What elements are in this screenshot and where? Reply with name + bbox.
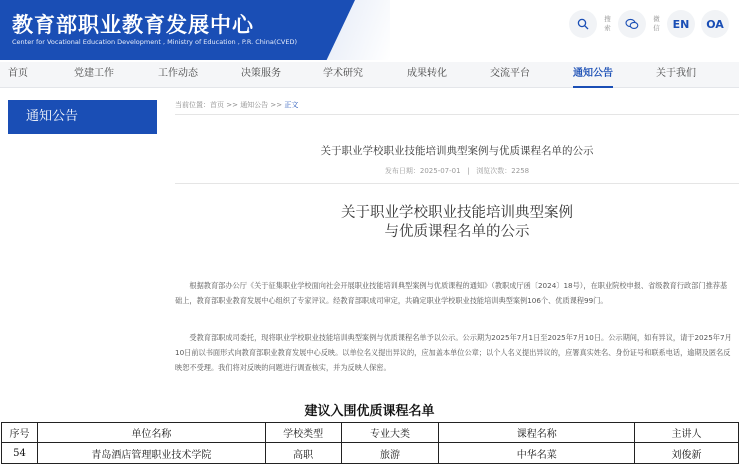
table-cell: 青岛酒店管理职业技术学院 (37, 443, 265, 464)
view-count: 浏览次数：2258 (476, 167, 530, 175)
english-button[interactable]: EN (667, 10, 695, 38)
search-icon (577, 18, 589, 30)
nav-item-home[interactable]: 首页 (8, 68, 28, 79)
wechat-label: 微信 (653, 15, 660, 32)
table-cell: 中华名菜 (439, 443, 635, 464)
table-header-cell: 序号 (2, 423, 38, 443)
table-header-cell: 单位名称 (37, 423, 265, 443)
table-header-cell: 专业大类 (341, 423, 439, 443)
nav-item-exchange[interactable]: 交流平台 (490, 68, 530, 79)
header-tools (569, 10, 729, 38)
breadcrumb-sep: >> (268, 101, 285, 109)
wechat-icon (625, 18, 639, 30)
site-header (0, 0, 739, 60)
wechat-button[interactable] (618, 10, 646, 38)
article-paragraph: 受教育部职成司委托，现将职业学校职业技能培训典型案例与优质课程名单予以公示。公示期为2025年7月1日至2025年7月10日。公示期间，如有异议，请于2025年7月10日前以书面形式向教育部职业教育发展中心反映。以单位名义提出异议的，应加盖本单位公章；以个人名义提出异议的，应署真实姓名、身份证号和联系电话，逾期及匿名反映恕不受理。我们将对反映的问题进行调查核实，并为反映人保密。 (175, 333, 732, 372)
table-cell: 旅游 (341, 443, 439, 464)
divider (175, 114, 739, 115)
publish-date: 发布日期：2025-07-01 (384, 167, 461, 175)
table-cell: 高职 (265, 443, 341, 464)
table-header-cell: 学校类型 (265, 423, 341, 443)
table-header-cell: 课程名称 (439, 423, 635, 443)
table-header-cell: 主讲人 (635, 423, 739, 443)
nav-item-research[interactable]: 学术研究 (323, 68, 363, 79)
breadcrumb (175, 100, 298, 110)
article-title: 关于职业学校职业技能培训典型案例与优质课程名单的公示 (320, 145, 594, 157)
sidebar-item-notices[interactable]: 通知公告 (8, 100, 157, 134)
table-cell: 刘俊新 (635, 443, 739, 464)
breadcrumb-prefix: 当前位置： (175, 101, 210, 109)
site-subtitle: Center for Vocational Education Development , Ministry of Education , P.R. China(CVED) (12, 38, 297, 46)
table-cell: 54 (2, 443, 38, 464)
divider (175, 183, 739, 184)
nav-item-party[interactable]: 党建工作 (74, 68, 114, 79)
breadcrumb-section[interactable]: 通知公告 (240, 101, 269, 109)
article-paragraph: 根据教育部办公厅《关于征集职业学校面向社会开展职业技能培训典型案例与优质课程的通知》（教职成厅函〔2024〕18号），在职业院校申报、省级教育行政部门推荐基础上，教育部职业教育发展中心组织了专家评议。经教育部职成司审定，共确定职业学校职业技能培训典型案例106个、优质课程99门。 (175, 281, 728, 305)
search-label: 搜索 (604, 15, 611, 32)
nav-item-about[interactable]: 关于我们 (656, 68, 696, 79)
nav-item-results[interactable]: 成果转化 (407, 68, 447, 79)
table-row (2, 443, 739, 464)
article-meta: 发布日期：2025-07-01 | 浏览次数：2258 (384, 167, 530, 175)
breadcrumb-sep: >> (224, 101, 241, 109)
nav-item-notices[interactable]: 通知公告 (573, 62, 613, 88)
course-table (1, 422, 739, 464)
site-title[interactable]: 教育部职业教育发展中心 (12, 13, 254, 37)
breadcrumb-current: 正文 (284, 101, 299, 109)
article-heading-line1: 关于职业学校职业技能培训典型案例 (341, 205, 573, 221)
nav-item-decision[interactable]: 决策服务 (241, 68, 281, 79)
nav-item-work[interactable]: 工作动态 (158, 68, 198, 79)
table-title: 建议入围优质课程名单 (304, 404, 435, 419)
header-accent (300, 0, 390, 60)
main-nav (0, 62, 739, 88)
table-header-row (2, 423, 739, 443)
oa-button[interactable]: OA (701, 10, 729, 38)
article-heading-line2: 与优质课程名单的公示 (384, 224, 530, 240)
article-heading (175, 204, 739, 242)
breadcrumb-home[interactable]: 首页 (210, 101, 224, 109)
search-button[interactable] (569, 10, 597, 38)
